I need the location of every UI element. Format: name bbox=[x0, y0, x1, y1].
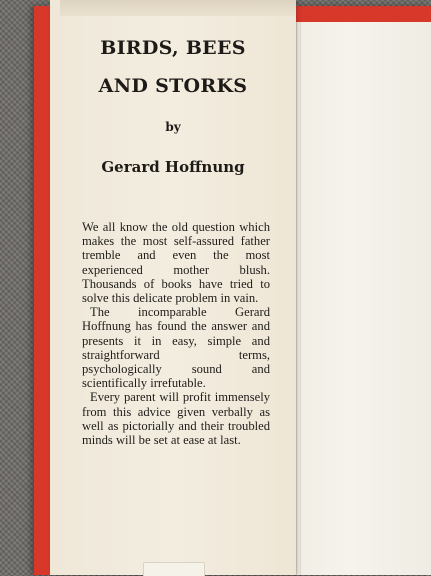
blurb-text bbox=[82, 220, 270, 447]
blurb-paragraph-2: The incomparable Gerard Hoffnung has found the answer and presents it in easy, simple and straightforward terms, psychologically sound and scientifically irrefutable. bbox=[82, 305, 270, 391]
blurb-paragraph-3: Every parent will profit immensely from this advice given verbally as well as pictorially and their troubled minds will be set at ease at last. bbox=[82, 390, 270, 448]
board-edge-line bbox=[300, 22, 301, 575]
book-title-line-2: AND STORKS bbox=[98, 75, 248, 97]
inner-board-page bbox=[296, 22, 431, 575]
blurb-paragraph-1: We all know the old question which makes the most self-assured father tremble and even the most experienced mother blush. Thousands of books have tried to solve this delicate problem in vain. bbox=[82, 220, 270, 306]
paper-tab bbox=[143, 562, 205, 576]
flap-top-fold bbox=[60, 0, 296, 16]
byline-by: by bbox=[165, 120, 181, 134]
author-name: Gerard Hoffnung bbox=[101, 158, 245, 176]
book-title-line-1: BIRDS, BEES bbox=[100, 37, 246, 59]
